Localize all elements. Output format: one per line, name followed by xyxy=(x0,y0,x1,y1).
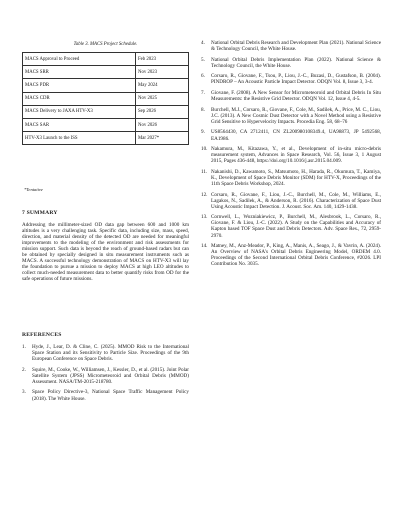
reference-number: 8. xyxy=(201,106,205,113)
reference-item xyxy=(22,344,189,362)
reference-item xyxy=(201,73,381,85)
date-cell: Nov 2023 xyxy=(136,66,189,79)
date-cell: Nov 2026 xyxy=(136,118,189,131)
date-cell: Feb 2023 xyxy=(136,53,189,66)
reference-number: 4. xyxy=(201,40,205,46)
reference-text: National Orbital Debris Implementation Plan (2022). National Science & Technology Council, the White House. xyxy=(211,56,381,69)
milestone-cell: MACS SRR xyxy=(23,66,136,79)
table-row xyxy=(23,53,189,66)
reference-number: 13. xyxy=(201,214,208,221)
reference-text: Giovane, F. (2008). A New Sensor for Micrometeoroid and Orbital Debris In Situ Measurements: the Resistive Grid Detector. ODQN Vol. 12, Issue 4, 4-5. xyxy=(211,90,381,103)
reference-list-right xyxy=(201,40,381,272)
reference-text: Matney, M., Anz-Meador, P., King, A., Manis, A., Seago, J., & Vavrin, A. (2024). An Overview of NASA's Orbital Debris Engineering Model, ORDEM 4.0. Proceedings of the Second International Orbital Debris Conference, #2026. LPI Contribution No. 3035. xyxy=(211,243,381,268)
references-heading: REFERENCES xyxy=(22,332,62,338)
reference-text: Burchell, M.J., Corsaro, R., Giovane, F., Cole, M., Sadilek, A., Price, M. C., Liou, J.C. (2013). A New Cosmic Dust Detector with a Novel Method using a Resistive Grid Sensitive to Hypervelocity Impacts. Procedia Eng. 58, 68–76 xyxy=(211,106,381,125)
reference-number: 2. xyxy=(22,366,26,373)
date-cell: Nov 2025 xyxy=(136,92,189,105)
table-row xyxy=(23,118,189,131)
summary-heading: 7 SUMMARY xyxy=(22,210,58,216)
reference-item xyxy=(201,57,381,69)
table-row xyxy=(23,79,189,92)
milestone-cell: MACS SAR xyxy=(23,118,136,131)
reference-item xyxy=(201,90,381,102)
reference-item xyxy=(201,40,381,52)
reference-number: 5. xyxy=(201,56,205,63)
reference-item xyxy=(201,169,381,187)
reference-number: 14. xyxy=(201,243,208,250)
date-cell: Sep 2026 xyxy=(136,105,189,118)
milestone-cell: MACS CDR xyxy=(23,92,136,105)
schedule-table xyxy=(22,52,189,145)
reference-item xyxy=(201,243,381,267)
reference-list-left xyxy=(22,344,189,406)
reference-item xyxy=(201,146,381,164)
reference-item xyxy=(201,192,381,210)
reference-number: 7. xyxy=(201,90,205,97)
reference-text: National Orbital Debris Research and Development Plan (2021). National Science & Technology Council, the White House. xyxy=(211,40,381,53)
table-caption: Table 3. MACS Project Schedule. xyxy=(73,42,138,47)
reference-number: 12. xyxy=(201,191,208,198)
table-row xyxy=(23,132,189,145)
milestone-cell: HTV-X3 Launch to the ISS xyxy=(23,132,136,145)
table-footnote: *Tentative xyxy=(24,187,43,192)
reference-text: Space Policy Directive-3, National Space Traffic Management Policy (2018). The White House. xyxy=(32,389,189,402)
summary-paragraph: Addressing the millimeter-sized OD data gap between 600 and 1000 km altitudes is a very challenging task. Specific data, including size, mass, speed, direction, and material density of the detected OD are needed for meaningful improvements to the modeling of the environment and risk assessments for mission support. Such data is beyond the reach of ground-based radars but can be obtained by specially designed in situ measurement instruments such as MACS. A successful technology demonstration of MACS on HTV-X3 will lay the foundation to pursue a mission to deploy MACS at high LEO altitudes to collect much-needed measurement data to better quantify risks from OD for the safe operations of future missions. xyxy=(22,222,189,283)
milestone-cell: MACS PDR xyxy=(23,79,136,92)
reference-text: Corsaro, R., Giovane, F., Tsou, P., Liou, J.-C., Buzasi, D., Gustafson, B. (2004). PINDROP – An Acoustic Particle Impact Detector. ODQN Vol. 8, Issue 3, 3-4. xyxy=(211,73,381,86)
reference-item xyxy=(22,389,189,401)
reference-text: Corsaro, R., Giovane, F., Liou, J.-C., Burchell, M., Cole, M., Williams, E., Lagakos, N., Sadilek, A., & Anderson, R. (2016). Characterization of Space Dust Using Acoustic Impact Detection. J. Acoust. Soc. Am. 140, 1429-1438. xyxy=(211,191,381,210)
reference-text: US8564430, CA 2712411, CN ZL200980108349.4, UA98873, JP 5492568, EA1986. xyxy=(211,129,381,142)
milestone-cell: MACS Approval to Proceed xyxy=(23,53,136,66)
date-cell: Mar 2027* xyxy=(136,132,189,145)
reference-number: 11. xyxy=(201,168,208,175)
reference-number: 10. xyxy=(201,146,208,153)
reference-number: 1. xyxy=(22,344,26,350)
reference-number: 9. xyxy=(201,129,205,136)
reference-number: 3. xyxy=(22,389,26,396)
reference-text: Cornwell, L., Wozniakiewicz, P., Burchell, M., Alesbrook, L., Corsaro, R., Giovane, F. & Liou, J.-C. (2022). A Study on the Capabilities and Accuracy of Kapton based TOF Space Dust and Debris Detectors. Adv. Space Res., 72, 2959-2970. xyxy=(211,214,381,239)
reference-text: Hyde, J., Lear, D. & Cline, C. (2025). MMOD Risk to the International Space Station and its Sensitivity to Particle Size. Proceedings of the 9th European Conference on Space Debris. xyxy=(32,344,189,363)
reference-text: Nakanishi, D., Kawamoto, S., Matsumoto, H., Harada, R., Okumura, T., Kamiya, K., Development of Space Debris Monitor (SDM) for HTV-X, Proceedings of the 11th Space Debris Workshop, 2024. xyxy=(211,168,381,187)
reference-number: 6. xyxy=(201,73,205,80)
reference-item xyxy=(201,107,381,125)
milestone-cell: MACS Delivery to JAXA HTV-X3 xyxy=(23,105,136,118)
table-row xyxy=(23,66,189,79)
reference-item xyxy=(201,129,381,141)
table-row xyxy=(23,105,189,118)
reference-item xyxy=(201,214,381,238)
table-row xyxy=(23,92,189,105)
date-cell: May 2024 xyxy=(136,79,189,92)
reference-text: Squire, M., Cooke, W., Williamsen, J., Kessler, D., et al. (2015). Joint Polar Satellite System (JPSS) Micrometeoroid and Orbital Debris (MMOD) Assessment. NASA/TM-2015-218780. xyxy=(32,366,189,385)
reference-text: Nakamura, M., Kitazawa, Y., et al., Development of in-situ micro-debris measurement system, Advances in Space Research, Vol. 56, Issue 3, 1 August 2015, Pages 436-448, https://doi.org/10.1016/j.asr.2015.04.009. xyxy=(211,146,381,165)
reference-item xyxy=(22,367,189,385)
